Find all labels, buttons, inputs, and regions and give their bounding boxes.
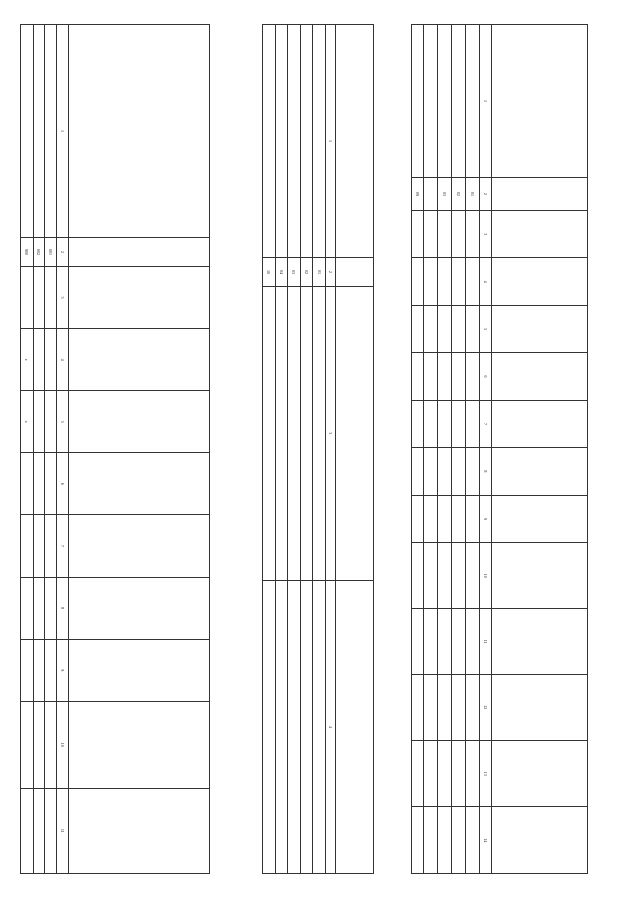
row-code: 01 xyxy=(466,178,480,211)
colnum: 6 xyxy=(56,453,69,515)
colnum: 13 xyxy=(480,741,492,807)
colnum: 2 xyxy=(325,258,335,287)
table-5-3-1 xyxy=(20,24,210,874)
colnum: 9 xyxy=(56,639,69,701)
row-label-header xyxy=(492,25,588,178)
row-code: 02 xyxy=(300,258,313,287)
colnum: 5 xyxy=(56,391,69,453)
row-code: 03 xyxy=(438,178,452,211)
row-label xyxy=(300,25,313,258)
row-code: 02 xyxy=(452,178,466,211)
row-code: 01 xyxy=(313,258,326,287)
colnum: 6 xyxy=(480,353,492,400)
table-5-1 xyxy=(411,24,588,874)
colnum: 8 xyxy=(480,448,492,495)
colnum: 8 xyxy=(56,577,69,639)
colnum: 3 xyxy=(56,267,69,329)
row-code: 900 xyxy=(21,238,34,267)
colnum: 2 xyxy=(56,238,69,267)
row-code: 001 xyxy=(45,238,57,267)
row-code: 002 xyxy=(33,238,45,267)
x-mark: x xyxy=(21,391,34,453)
colnum: 1 xyxy=(480,25,492,178)
row-label xyxy=(263,25,276,258)
row-code: 04 xyxy=(275,258,288,287)
row-label xyxy=(452,25,466,178)
row-label xyxy=(412,25,424,178)
colnum: 11 xyxy=(56,788,69,873)
colnum: 7 xyxy=(56,515,69,577)
colnum: 4 xyxy=(56,329,69,391)
table-5-2 xyxy=(262,24,374,874)
row-code: 09 xyxy=(412,178,424,211)
code-header xyxy=(492,178,588,211)
row-label xyxy=(313,25,326,258)
colnum: 10 xyxy=(480,543,492,609)
row-code xyxy=(424,178,438,211)
row-label xyxy=(275,25,288,258)
row-label xyxy=(438,25,452,178)
colnum: 5 xyxy=(480,305,492,352)
colnum: 3 xyxy=(325,287,335,581)
row-label xyxy=(466,25,480,178)
colnum: 2 xyxy=(480,178,492,211)
colnum: 4 xyxy=(480,258,492,305)
row-code: 03 xyxy=(288,258,301,287)
colnum: 11 xyxy=(480,609,492,674)
colnum: 4 xyxy=(325,580,335,874)
row-code: 10 xyxy=(263,258,276,287)
colnum: 1 xyxy=(325,25,335,258)
row-label xyxy=(424,25,438,178)
colnum: 7 xyxy=(480,400,492,447)
colnum: 3 xyxy=(480,211,492,258)
colnum: 1 xyxy=(56,25,69,238)
colnum: 14 xyxy=(480,807,492,874)
colnum: 10 xyxy=(56,701,69,788)
colnum: 12 xyxy=(480,674,492,740)
x-mark: x xyxy=(21,329,34,391)
colnum: 9 xyxy=(480,495,492,542)
row-label xyxy=(288,25,301,258)
